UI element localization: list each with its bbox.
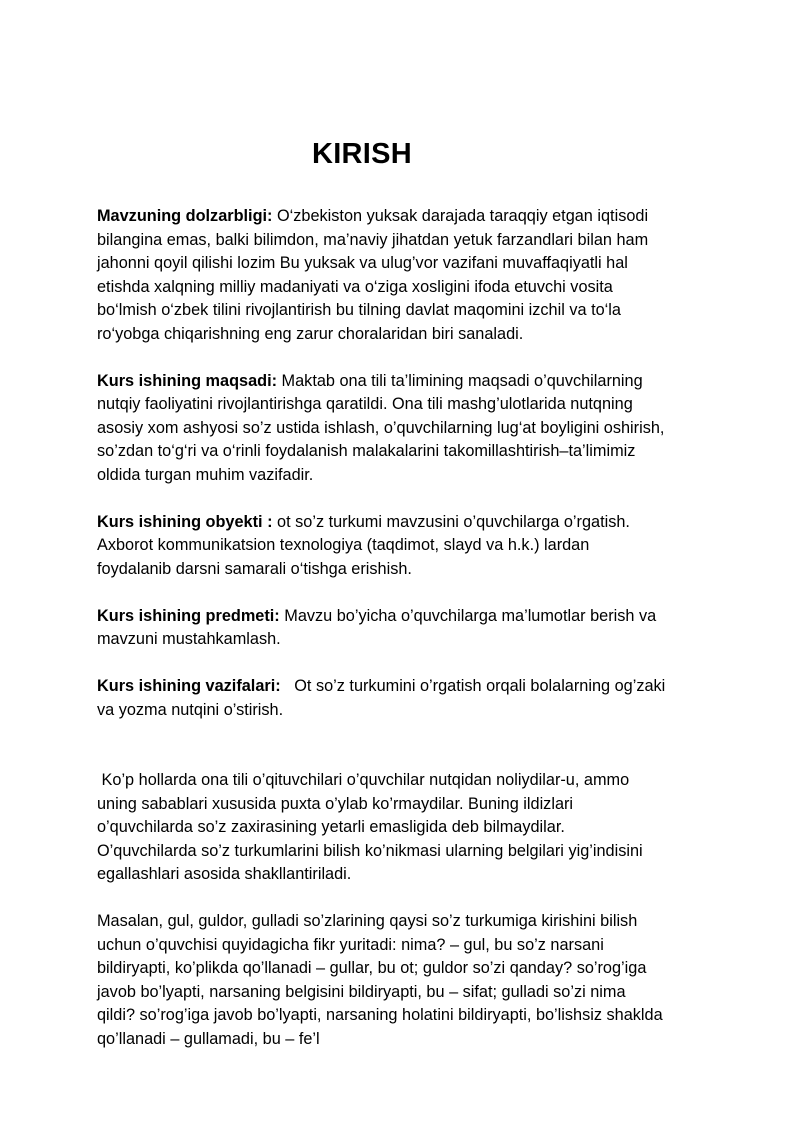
section-line	[97, 675, 709, 699]
section-text: Maktab ona tili ta’limining maqsadi o’quvchilarning	[277, 371, 643, 390]
section-predmeti	[97, 605, 709, 652]
paragraph-line: uchun o’quvchisi quyidagicha fikr yuritadi: nima? – gul, bu so’z narsani	[97, 935, 604, 954]
section-text: ot so’z turkumi mavzusini o’quvchilarga o’rgatish.	[272, 512, 630, 531]
paragraph-line: Masalan, gul, guldor, gulladi so’zlarining qaysi so’z turkumiga kirishini bilish	[97, 912, 638, 930]
body-paragraph	[97, 910, 709, 1051]
paragraph-line: egallashlari asosida shakllantiriladi.	[97, 865, 352, 883]
section-line: va yozma nutqini o’stirish.	[97, 700, 284, 719]
page-title: KIRISH	[311, 138, 413, 170]
section-line: mavzuni mustahkamlash.	[97, 630, 281, 648]
section-label: Kurs ishining vazifalari:	[97, 677, 281, 695]
section-line: Axborot kommunikatsion texnologiya (taqdimot, slayd va h.k.) lardan	[97, 536, 590, 554]
section-label: Mavzuning dolzarbligi:	[97, 207, 273, 225]
section-line	[97, 511, 709, 535]
section-line: so’zdan to‘g‘ri va o‘rinli foydalanish malakalarini takomillashtirish–ta’limimiz	[97, 442, 636, 460]
section-line: ro‘yobga chiqarishning eng zarur choralaridan biri sanaladi.	[97, 324, 524, 343]
section-line: asosiy xom ashyosi so’z ustida ishlash, o’quvchilarning lug‘at boyligini oshirish,	[97, 418, 665, 437]
section-line: bo‘lmish o‘zbek tilini rivojlantirish bu tilning davlat maqomini izchil va to‘la	[97, 301, 621, 319]
section-maqsadi	[97, 370, 709, 488]
section-label: Kurs ishining obyekti :	[97, 512, 273, 531]
section-line	[97, 205, 709, 229]
section-line	[97, 605, 709, 629]
section-line	[97, 370, 709, 394]
section-obyekti	[97, 511, 709, 582]
paragraph-line: O’quvchilarda so’z turkumlarini bilish ko’nikmasi ularning belgilari yig’indisini	[97, 841, 643, 860]
paragraph-line: uning sabablari xususida puxta o’ylab ko’rmaydilar. Buning ildizlari	[97, 794, 574, 813]
paragraph-line: bildiryapti, ko’plikda qo’llanadi – gullar, bu ot; guldor so’zi qanday? so’rog’iga	[97, 959, 647, 977]
section-line: foydalanib darsni samarali o‘tishga erishish.	[97, 559, 412, 578]
section-text: Mavzu bo’yicha o’quvchilarga ma’lumotlar berish va	[279, 606, 657, 625]
paragraph-line: Ko’p hollarda ona tili o’qituvchilari o’quvchilar nutqidan noliydilar-u, ammo	[97, 771, 630, 789]
paragraph-line: qo’llanadi – gullamadi, bu – fe’l	[97, 1029, 320, 1048]
section-dolzarbligi	[97, 205, 709, 346]
paragraph-line: qildi? so’rog’iga javob bo’lyapti, narsaning holatini bildiryapti, bo’lishsiz shaklda	[97, 1006, 663, 1024]
paragraph-line: javob bo’lyapti, narsaning belgisini bildiryapti, bu – sifat; gulladi so’zi nima	[97, 982, 626, 1001]
body-paragraph	[97, 769, 709, 887]
section-text: Ot so’z turkumini o’rgatish orqali bolalarning og’zaki	[280, 677, 666, 695]
section-text: O‘zbekiston yuksak darajada taraqqiy etgan iqtisodi	[272, 207, 649, 225]
section-line: jahonni qoyil qilishi lozim Bu yuksak va ulug’vor vazifani muvaffaqiyatli hal	[97, 254, 628, 272]
section-line: oldida turgan muhim vazifadir.	[97, 465, 314, 484]
section-line: bilangina emas, balki bilimdon, ma’naviy jihatdan yetuk farzandlari bilan ham	[97, 230, 649, 249]
section-vazifalari	[97, 675, 709, 722]
section-label: Kurs ishining predmeti:	[97, 606, 280, 625]
document-body	[97, 205, 709, 1075]
section-label: Kurs ishining maqsadi:	[97, 371, 278, 390]
section-line: etishda xalqning milliy madaniyati va o‘ziga xosligini ifoda etuvchi vosita	[97, 277, 613, 296]
section-line: nutqiy faoliyatini rivojlantirishga qaratildi. Ona tili mashg’ulotlarida nutqning	[97, 395, 633, 413]
paragraph-line: o’quvchilarda so’z zaxirasining yetarli emasligida deb bilmaydilar.	[97, 818, 565, 836]
